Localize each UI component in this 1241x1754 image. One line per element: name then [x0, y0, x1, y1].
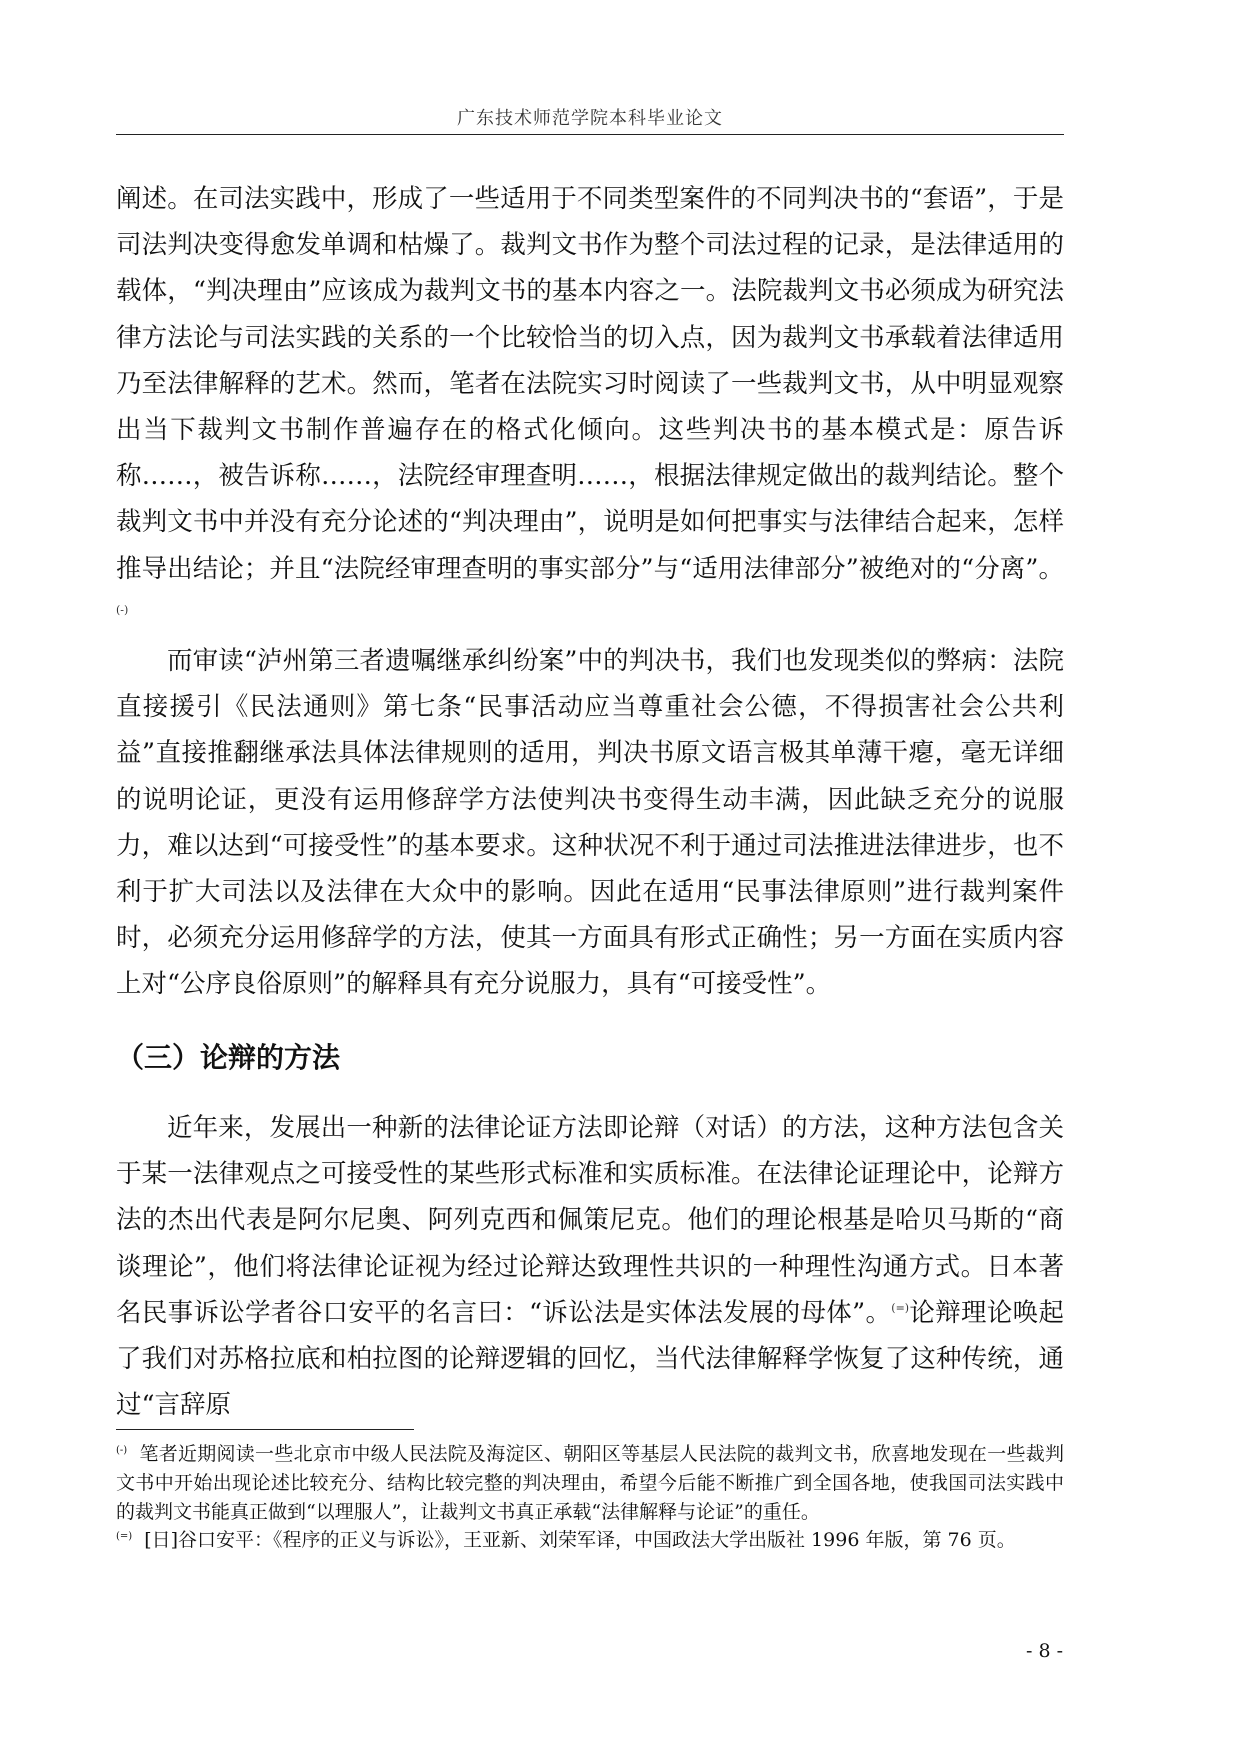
footnote-number: (=): [116, 1531, 133, 1543]
footnote: [116, 1440, 1064, 1526]
footnotes: [116, 1440, 1064, 1555]
page-number: - 8 -: [1025, 1640, 1063, 1662]
section-heading: （三）论辩的方法: [116, 1041, 341, 1074]
paragraph: 而审读“泸州第三者遗嘱继承纠纷案”中的判决书，我们也发现类似的弊病：法院直接援引《民法通则》第七条“民事活动应当尊重社会公德，不得损害社会公共利益”直接推翻继承法具体法律规则的适用，判决书原文语言极其单薄干瘪，毫无详细的说明论证，更没有运用修辞学方法使判决书变得生动丰满，因此缺乏充分的说服力，难以达到“可接受性”的基本要求。这种状况不利于通过司法推进法律进步，也不利于扩大司法以及法律在大众中的影响。因此在适用“民事法律原则”进行裁判案件时，必须充分运用修辞学的方法，使其一方面具有形式正确性；另一方面在实质内容上对“公序良俗原则”的解释具有充分说服力，具有“可接受性”。: [116, 646, 1064, 1000]
paragraph-text: 阐述。在司法实践中，形成了一些适用于不同类型案件的不同判决书的“套语”，于是司法判决变得愈发单调和枯燥了。裁判文书作为整个司法过程的记录，是法律适用的载体，“判决理由”应该成为裁判文书的基本内容之一。法院裁判文书必须成为研究法律方法论与司法实践的关系的一个比较恰当的切入点，因为裁判文书承载着法律适用乃至法律解释的艺术。然而，笔者在法院实习时阅读了一些裁判文书，从中明显观察出当下裁判文书制作普遍存在的格式化倾向。这些判决书的基本模式是：原告诉称……，被告诉称……，法院经审理查明……，根据法律规定做出的裁判结论。整个裁判文书中并没有充分论述的“判决理由”，说明是如何把事实与法律结合起来，怎样推导出结论；并且“法院经审理查明的事实部分”与“适用法律部分”被绝对的“分离”。: [116, 184, 1064, 584]
footnote-mark: (-): [116, 603, 129, 617]
header-divider: [116, 134, 1064, 135]
paragraph: [116, 176, 1064, 638]
footnote-text: [日]谷口安平：《程序的正义与诉讼》，王亚新、刘荣军译，中国政法大学出版社 1996 年版，第 76 页。: [144, 1529, 1016, 1552]
body-text: [116, 176, 1064, 1008]
section-body-text: [116, 1105, 1064, 1428]
footnote-divider: [116, 1429, 414, 1430]
footnote: [116, 1526, 1064, 1555]
paragraph-text: 论辩理论唤起了我们对苏格拉底和柏拉图的论辩逻辑的回忆，当代法律解释学恢复了这种传统，通过“言辞原: [116, 1297, 1064, 1421]
page-header: 广东技术师范学院本科毕业论文: [457, 108, 723, 129]
paragraph: [116, 1105, 1064, 1428]
footnote-number: (-): [116, 1444, 128, 1456]
paragraph-text: 近年来，发展出一种新的法律论证方法即论辩（对话）的方法，这种方法包含关于某一法律观点之可接受性的某些形式标准和实质标准。在法律论证理论中，论辩方法的杰出代表是阿尔尼奥、阿列克西和佩策尼克。他们的理论根基是哈贝马斯的“商谈理论”，他们将法律论证视为经过论辩达致理性共识的一种理性沟通方式。日本著名民事诉讼学者谷口安平的名言曰：“诉讼法是实体法发展的母体”。: [116, 1113, 1064, 1328]
footnote-mark: (=): [891, 1301, 910, 1315]
footnote-text: 笔者近期阅读一些北京市中级人民法院及海淀区、朝阳区等基层人民法院的裁判文书，欣喜地发现在一些裁判文书中开始出现论述比较充分、结构比较完整的判决理由，希望今后能不断推广到全国各地，使我国司法实践中的裁判文书能真正做到“以理服人”，让裁判文书真正承载“法律解释与论证”的重任。: [116, 1443, 1064, 1523]
